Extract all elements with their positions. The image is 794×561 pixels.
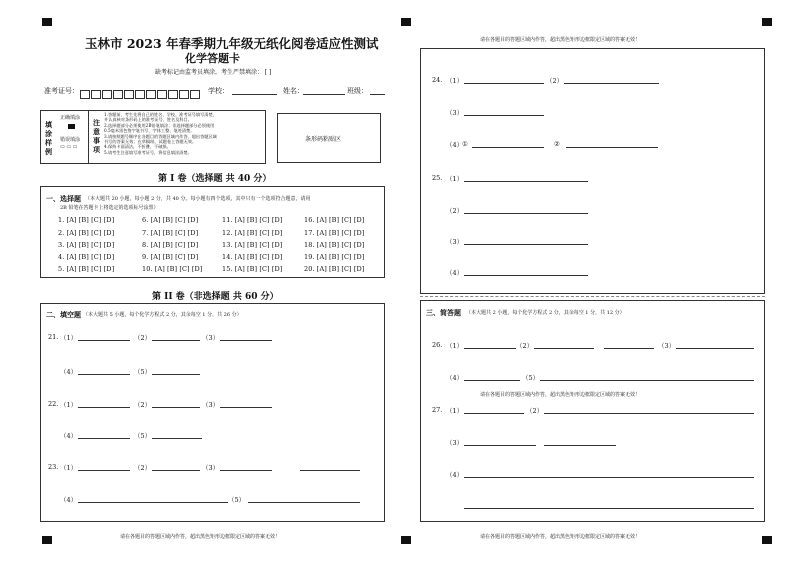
school-label: 学校：: [208, 87, 229, 95]
mc-heading: 一、选择题: [46, 194, 81, 203]
registration-mark: [762, 18, 772, 26]
circled-two: ②: [554, 140, 560, 148]
mc-item[interactable]: 9. [A] [B] [C] [D]: [142, 253, 199, 261]
note-line: 1.答题前，考生先将自己的姓名、学校、准考证号填写清楚，: [104, 112, 217, 117]
part-label: （4）: [60, 368, 78, 376]
q24-number: 24.: [432, 76, 443, 84]
answer-blank[interactable]: [472, 147, 544, 148]
part-label: （1）: [446, 342, 464, 350]
admission-label: 准考证号：: [44, 87, 79, 95]
note-line: 4.保持卡面清洁，不折叠、不破损。: [104, 144, 171, 150]
footer-note: 请在各题目的答题区域内作答，超出黑色矩形边框限定区域的答案无效！: [120, 534, 281, 540]
mc-item[interactable]: 11. [A] [B] [C] [D]: [222, 216, 283, 224]
part-label: （4）: [446, 471, 464, 479]
exam-subtitle: 化学答题卡: [185, 52, 240, 65]
registration-mark: [401, 18, 411, 26]
part-label: （1）: [60, 334, 78, 342]
barcode-label: 条形码粘贴区: [305, 136, 342, 143]
note-line: 并认真核对条形码上的准考证号、姓名及科目。: [104, 117, 192, 123]
part-label: （5）: [228, 496, 246, 504]
answer-blank[interactable]: [464, 213, 588, 214]
answer-blank[interactable]: [464, 275, 588, 276]
short-desc: （本大题共 2 小题，每个化学方程式 2 分，其余每空 1 分，共 12 分）: [466, 310, 625, 316]
part-label: （5）: [522, 374, 540, 382]
absent-mark-hint: 缺考标记由监考员填涂，考生严禁填涂： [ ]: [155, 69, 272, 76]
q22-number: 22.: [48, 400, 59, 408]
part-label: （2）: [134, 334, 152, 342]
name-label: 姓名：: [283, 87, 304, 95]
part-label: （2）: [546, 77, 564, 85]
answer-blank[interactable]: [464, 181, 588, 182]
correct-fill-label: 正确填涂: [60, 115, 81, 121]
answer-blank[interactable]: [78, 374, 130, 375]
part-label: （2）: [446, 207, 464, 215]
class-field[interactable]: [370, 94, 385, 95]
mc-item[interactable]: 10. [A] [B] [C] [D]: [142, 265, 203, 273]
q27-number: 27.: [432, 406, 443, 414]
answer-blank[interactable]: [534, 348, 594, 349]
note-line: 0.5毫米黑色签字笔书写，字体工整、笔迹清楚。: [104, 128, 195, 134]
mc-item[interactable]: 12. [A] [B] [C] [D]: [222, 229, 283, 237]
answer-blank[interactable]: [78, 470, 130, 471]
mc-item[interactable]: 2. [A] [B] [C] [D]: [58, 229, 115, 237]
admission-number-boxes[interactable]: [80, 84, 201, 103]
exam-title: 玉林市 2023 年春季期九年级无纸化阅卷适应性测试: [85, 36, 379, 51]
answer-blank[interactable]: [78, 340, 130, 341]
fill-heading: 二、填空题: [46, 310, 81, 319]
answer-blank[interactable]: [564, 83, 659, 84]
wrong-fill-label: 错误填涂: [60, 137, 81, 143]
part-label: （3）: [202, 401, 220, 409]
answer-blank[interactable]: [464, 380, 520, 381]
answer-blank[interactable]: [464, 477, 754, 478]
part-label: （1）: [446, 77, 464, 85]
answer-blank[interactable]: [464, 115, 544, 116]
part-label: （2）: [134, 464, 152, 472]
part-label: （4）: [60, 432, 78, 440]
mc-item[interactable]: 13. [A] [B] [C] [D]: [222, 241, 283, 249]
answer-blank[interactable]: [464, 348, 516, 349]
notes-label: 注意事项: [93, 118, 100, 154]
answer-blank[interactable]: [78, 502, 228, 503]
note-line: 5.请考生注意填写准考证号，将信息填涂清楚。: [104, 149, 192, 155]
answer-blank[interactable]: [464, 413, 524, 414]
part-label: （4）: [446, 269, 464, 277]
fill-desc: （本大题共 5 小题，每个化学方程式 2 分，其余每空 1 分，共 26 分）: [83, 312, 242, 318]
answer-blank[interactable]: [220, 340, 272, 341]
answer-blank[interactable]: [248, 502, 360, 503]
mc-item[interactable]: 5. [A] [B] [C] [D]: [58, 265, 115, 273]
note-line: 3.请按照题号顺序在各题目的答题区域内作答，超出答题区域: [104, 133, 217, 139]
circled-one: ①: [462, 140, 468, 148]
q25-number: 25.: [432, 174, 443, 182]
answer-blank[interactable]: [152, 438, 202, 439]
mc-desc: 2B 铅笔在答题卡上将选定的选项标号涂黑）: [60, 205, 159, 211]
answer-blank[interactable]: [544, 445, 616, 446]
answer-blank[interactable]: [220, 470, 272, 471]
part-label: （2）: [134, 401, 152, 409]
answer-region-upper: [420, 48, 765, 294]
section-divider: [420, 296, 765, 297]
part-label: （3）: [202, 464, 220, 472]
answer-blank[interactable]: [464, 83, 544, 84]
answer-blank[interactable]: [676, 348, 754, 349]
part-label: （4）: [446, 374, 464, 382]
part-label: （1）: [446, 175, 464, 183]
divider: [88, 110, 89, 164]
note-line: 2.选择题部分必须使用2B铅笔填涂；非选择题部分必须使用: [104, 122, 215, 128]
mc-item[interactable]: 8. [A] [B] [C] [D]: [142, 241, 199, 249]
part-label: （3）: [658, 342, 676, 350]
q21-number: 21.: [48, 333, 59, 341]
footer-note: 请在各题目的答题区域内作答，超出黑色矩形边框限定区域的答案无效！: [480, 534, 641, 540]
part-label: （4）: [60, 496, 78, 504]
mc-item[interactable]: 7. [A] [B] [C] [D]: [142, 229, 199, 237]
fill-example-label: 填涂样例: [45, 120, 52, 156]
answer-region-lower: [420, 300, 765, 522]
mc-item[interactable]: 14. [A] [B] [C] [D]: [222, 253, 283, 261]
part-label: （2）: [526, 407, 544, 415]
part-label: （3）: [202, 334, 220, 342]
mc-item[interactable]: 20. [A] [B] [C] [D]: [304, 265, 365, 273]
part-label: （5）: [134, 368, 152, 376]
answer-blank[interactable]: [464, 244, 588, 245]
answer-blank[interactable]: [152, 340, 200, 341]
answer-blank[interactable]: [464, 508, 754, 509]
wrong-fill-samples: ▭ ▭ ▭: [60, 144, 78, 150]
answer-blank[interactable]: [540, 380, 754, 381]
short-heading: 三、简答题: [426, 308, 461, 317]
part-label: （2）: [516, 342, 534, 350]
answer-blank[interactable]: [464, 445, 536, 446]
part-label: （1）: [446, 407, 464, 415]
answer-blank[interactable]: [78, 438, 130, 439]
mc-item[interactable]: 1. [A] [B] [C] [D]: [58, 216, 115, 224]
answer-blank[interactable]: [152, 407, 200, 408]
mc-item[interactable]: 6. [A] [B] [C] [D]: [142, 216, 199, 224]
part-label: （3）: [446, 439, 464, 447]
part-label: （4）: [446, 141, 464, 149]
mc-item[interactable]: 18. [A] [B] [C] [D]: [304, 241, 365, 249]
mc-item[interactable]: 19. [A] [B] [C] [D]: [304, 253, 365, 261]
mid-note: 请在各题目的答题区域内作答，超出黑色矩形边框限定区域的答案无效！: [480, 392, 641, 398]
answer-blank[interactable]: [566, 147, 658, 148]
registration-mark: [762, 536, 772, 544]
part-label: （5）: [134, 432, 152, 440]
q26-number: 26.: [432, 341, 443, 349]
part1-title: 第 I 卷（选择题 共 40 分）: [158, 174, 272, 184]
answer-blank[interactable]: [300, 470, 360, 471]
school-field[interactable]: [232, 94, 277, 95]
mc-item[interactable]: 3. [A] [B] [C] [D]: [58, 241, 115, 249]
answer-blank[interactable]: [544, 413, 754, 414]
part-label: （1）: [60, 401, 78, 409]
answer-blank[interactable]: [604, 348, 654, 349]
mc-desc: （本大题共 20 小题，每小题 2 分，共 40 分。每小题有四个选项，其中只有一个选项符合题意，请用: [85, 196, 311, 202]
mc-item[interactable]: 16. [A] [B] [C] [D]: [304, 216, 365, 224]
part-label: （1）: [60, 464, 78, 472]
answer-blank[interactable]: [152, 470, 200, 471]
name-field[interactable]: [303, 94, 345, 95]
registration-mark: [42, 536, 52, 544]
mc-item[interactable]: 15. [A] [B] [C] [D]: [222, 265, 283, 273]
part-label: （3）: [446, 238, 464, 246]
registration-mark: [401, 536, 411, 544]
mc-item[interactable]: 4. [A] [B] [C] [D]: [58, 253, 115, 261]
correct-fill-swatch: [68, 124, 75, 129]
answer-blank[interactable]: [152, 374, 200, 375]
class-label: 班级：: [347, 87, 368, 95]
registration-mark: [42, 18, 52, 26]
q23-number: 23.: [48, 463, 59, 471]
note-line: 书写的答案无效；在草稿纸、试题卷上答题无效。: [104, 139, 197, 145]
notes-list: [104, 112, 264, 155]
header-note: 请在各题目的答题区域内作答，超出黑色矩形边框限定区域的答案无效！: [480, 37, 641, 43]
answer-blank[interactable]: [220, 407, 272, 408]
part2-title: 第 II 卷（非选择题 共 60 分）: [152, 292, 279, 302]
part-label: （3）: [446, 109, 464, 117]
mc-item[interactable]: 17. [A] [B] [C] [D]: [304, 229, 365, 237]
answer-blank[interactable]: [78, 407, 130, 408]
